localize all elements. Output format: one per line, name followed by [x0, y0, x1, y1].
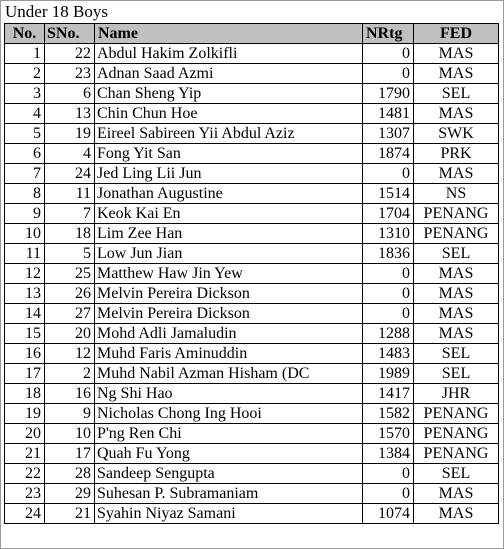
- cell-fed: PENANG: [414, 444, 499, 464]
- cell-name: P'ng Ren Chi: [95, 424, 363, 444]
- cell-sno: 6: [45, 84, 95, 104]
- cell-fed: PENANG: [414, 204, 499, 224]
- cell-sno: 2: [45, 364, 95, 384]
- cell-no: 1: [5, 44, 45, 64]
- col-header-fed: FED: [414, 24, 499, 44]
- cell-rating: 1310: [363, 224, 414, 244]
- cell-sno: 22: [45, 44, 95, 64]
- col-header-name: Name: [95, 24, 363, 44]
- cell-name: Keok Kai En: [95, 204, 363, 224]
- cell-sno: 16: [45, 384, 95, 404]
- cell-no: 5: [5, 124, 45, 144]
- cell-rating: 1582: [363, 404, 414, 424]
- cell-fed: MAS: [414, 284, 499, 304]
- cell-fed: SWK: [414, 124, 499, 144]
- cell-name: Chin Chun Hoe: [95, 104, 363, 124]
- cell-fed: NS: [414, 184, 499, 204]
- cell-sno: 13: [45, 104, 95, 124]
- cell-no: 10: [5, 224, 45, 244]
- cell-fed: SEL: [414, 244, 499, 264]
- cell-no: 6: [5, 144, 45, 164]
- cell-sno: 18: [45, 224, 95, 244]
- cell-rating: 0: [363, 484, 414, 504]
- cell-sno: 20: [45, 324, 95, 344]
- cell-no: 17: [5, 364, 45, 384]
- cell-sno: 21: [45, 504, 95, 524]
- table-row: [5, 324, 499, 344]
- cell-no: 3: [5, 84, 45, 104]
- cell-sno: 9: [45, 404, 95, 424]
- cell-name: Ng Shi Hao: [95, 384, 363, 404]
- cell-rating: 0: [363, 264, 414, 284]
- cell-no: 2: [5, 64, 45, 84]
- cell-rating: 0: [363, 304, 414, 324]
- cell-fed: MAS: [414, 324, 499, 344]
- cell-name: Lim Zee Han: [95, 224, 363, 244]
- cell-name: Chan Sheng Yip: [95, 84, 363, 104]
- cell-no: 12: [5, 264, 45, 284]
- cell-no: 4: [5, 104, 45, 124]
- cell-name: Melvin Pereira Dickson: [95, 284, 363, 304]
- cell-name: Muhd Faris Aminuddin: [95, 344, 363, 364]
- col-header-rating: NRtg: [363, 24, 414, 44]
- table-row: [5, 244, 499, 264]
- table-row: [5, 144, 499, 164]
- table-row: [5, 484, 499, 504]
- table-row: [5, 124, 499, 144]
- table-row: [5, 184, 499, 204]
- table-row: [5, 304, 499, 324]
- section-title: Under 18 Boys: [5, 2, 108, 21]
- cell-name: Abdul Hakim Zolkifli: [95, 44, 363, 64]
- cell-sno: 28: [45, 464, 95, 484]
- cell-fed: MAS: [414, 504, 499, 524]
- cell-name: Melvin Pereira Dickson: [95, 304, 363, 324]
- header-row: [5, 24, 499, 44]
- cell-fed: MAS: [414, 264, 499, 284]
- cell-no: 24: [5, 504, 45, 524]
- cell-rating: 1704: [363, 204, 414, 224]
- cell-fed: PENANG: [414, 424, 499, 444]
- cell-sno: 5: [45, 244, 95, 264]
- cell-fed: SEL: [414, 464, 499, 484]
- cell-fed: JHR: [414, 384, 499, 404]
- cell-no: 19: [5, 404, 45, 424]
- cell-no: 23: [5, 484, 45, 504]
- cell-no: 13: [5, 284, 45, 304]
- cell-sno: 19: [45, 124, 95, 144]
- cell-sno: 10: [45, 424, 95, 444]
- players-table: [4, 23, 499, 524]
- cell-name: Low Jun Jian: [95, 244, 363, 264]
- table-row: [5, 264, 499, 284]
- cell-name: Adnan Saad Azmi: [95, 64, 363, 84]
- cell-rating: 0: [363, 464, 414, 484]
- cell-rating: 0: [363, 64, 414, 84]
- cell-no: 14: [5, 304, 45, 324]
- table-row: [5, 164, 499, 184]
- cell-sno: 12: [45, 344, 95, 364]
- cell-sno: 17: [45, 444, 95, 464]
- cell-fed: MAS: [414, 44, 499, 64]
- cell-name: Syahin Niyaz Samani: [95, 504, 363, 524]
- cell-sno: 7: [45, 204, 95, 224]
- cell-name: Eireel Sabireen Yii Abdul Aziz: [95, 124, 363, 144]
- cell-rating: 1836: [363, 244, 414, 264]
- cell-fed: MAS: [414, 164, 499, 184]
- cell-rating: 1874: [363, 144, 414, 164]
- cell-rating: 1570: [363, 424, 414, 444]
- cell-no: 20: [5, 424, 45, 444]
- cell-sno: 26: [45, 284, 95, 304]
- cell-fed: MAS: [414, 64, 499, 84]
- cell-no: 18: [5, 384, 45, 404]
- cell-sno: 27: [45, 304, 95, 324]
- cell-name: Mohd Adli Jamaludin: [95, 324, 363, 344]
- table-row: [5, 444, 499, 464]
- cell-rating: 0: [363, 44, 414, 64]
- cell-rating: 1989: [363, 364, 414, 384]
- cell-name: Quah Fu Yong: [95, 444, 363, 464]
- cell-rating: 1790: [363, 84, 414, 104]
- cell-fed: SEL: [414, 344, 499, 364]
- cell-fed: PENANG: [414, 224, 499, 244]
- cell-rating: 1384: [363, 444, 414, 464]
- cell-no: 7: [5, 164, 45, 184]
- cell-rating: 0: [363, 284, 414, 304]
- cell-rating: 1483: [363, 344, 414, 364]
- table-row: [5, 84, 499, 104]
- cell-name: Nicholas Chong Ing Hooi: [95, 404, 363, 424]
- cell-sno: 24: [45, 164, 95, 184]
- cell-rating: 1481: [363, 104, 414, 124]
- table-body: [5, 44, 499, 524]
- cell-name: Jonathan Augustine: [95, 184, 363, 204]
- table-row: [5, 204, 499, 224]
- table-row: [5, 64, 499, 84]
- cell-no: 8: [5, 184, 45, 204]
- table-row: [5, 404, 499, 424]
- cell-sno: 29: [45, 484, 95, 504]
- cell-name: Matthew Haw Jin Yew: [95, 264, 363, 284]
- cell-fed: PENANG: [414, 404, 499, 424]
- cell-fed: PRK: [414, 144, 499, 164]
- cell-no: 16: [5, 344, 45, 364]
- table-row: [5, 344, 499, 364]
- cell-name: Sandeep Sengupta: [95, 464, 363, 484]
- table-row: [5, 504, 499, 524]
- table-row: [5, 424, 499, 444]
- cell-no: 9: [5, 204, 45, 224]
- table-row: [5, 384, 499, 404]
- cell-name: Jed Ling Lii Jun: [95, 164, 363, 184]
- cell-sno: 11: [45, 184, 95, 204]
- cell-rating: 1514: [363, 184, 414, 204]
- cell-fed: SEL: [414, 364, 499, 384]
- cell-fed: MAS: [414, 484, 499, 504]
- cell-no: 11: [5, 244, 45, 264]
- cell-no: 21: [5, 444, 45, 464]
- cell-sno: 23: [45, 64, 95, 84]
- table-row: [5, 104, 499, 124]
- cell-fed: SEL: [414, 84, 499, 104]
- cell-rating: 1307: [363, 124, 414, 144]
- cell-sno: 25: [45, 264, 95, 284]
- cell-no: 22: [5, 464, 45, 484]
- col-header-sno: SNo.: [45, 24, 95, 44]
- cell-fed: MAS: [414, 104, 499, 124]
- table-row: [5, 464, 499, 484]
- cell-sno: 4: [45, 144, 95, 164]
- cell-name: Muhd Nabil Azman Hisham (DC: [95, 364, 363, 384]
- cell-rating: 1074: [363, 504, 414, 524]
- col-header-no: No.: [5, 24, 45, 44]
- table-row: [5, 224, 499, 244]
- cell-rating: 0: [363, 164, 414, 184]
- cell-no: 15: [5, 324, 45, 344]
- cell-name: Suhesan P. Subramaniam: [95, 484, 363, 504]
- table-row: [5, 364, 499, 384]
- cell-rating: 1417: [363, 384, 414, 404]
- cell-rating: 1288: [363, 324, 414, 344]
- cell-name: Fong Yit San: [95, 144, 363, 164]
- table-row: [5, 44, 499, 64]
- cell-fed: MAS: [414, 304, 499, 324]
- table-row: [5, 284, 499, 304]
